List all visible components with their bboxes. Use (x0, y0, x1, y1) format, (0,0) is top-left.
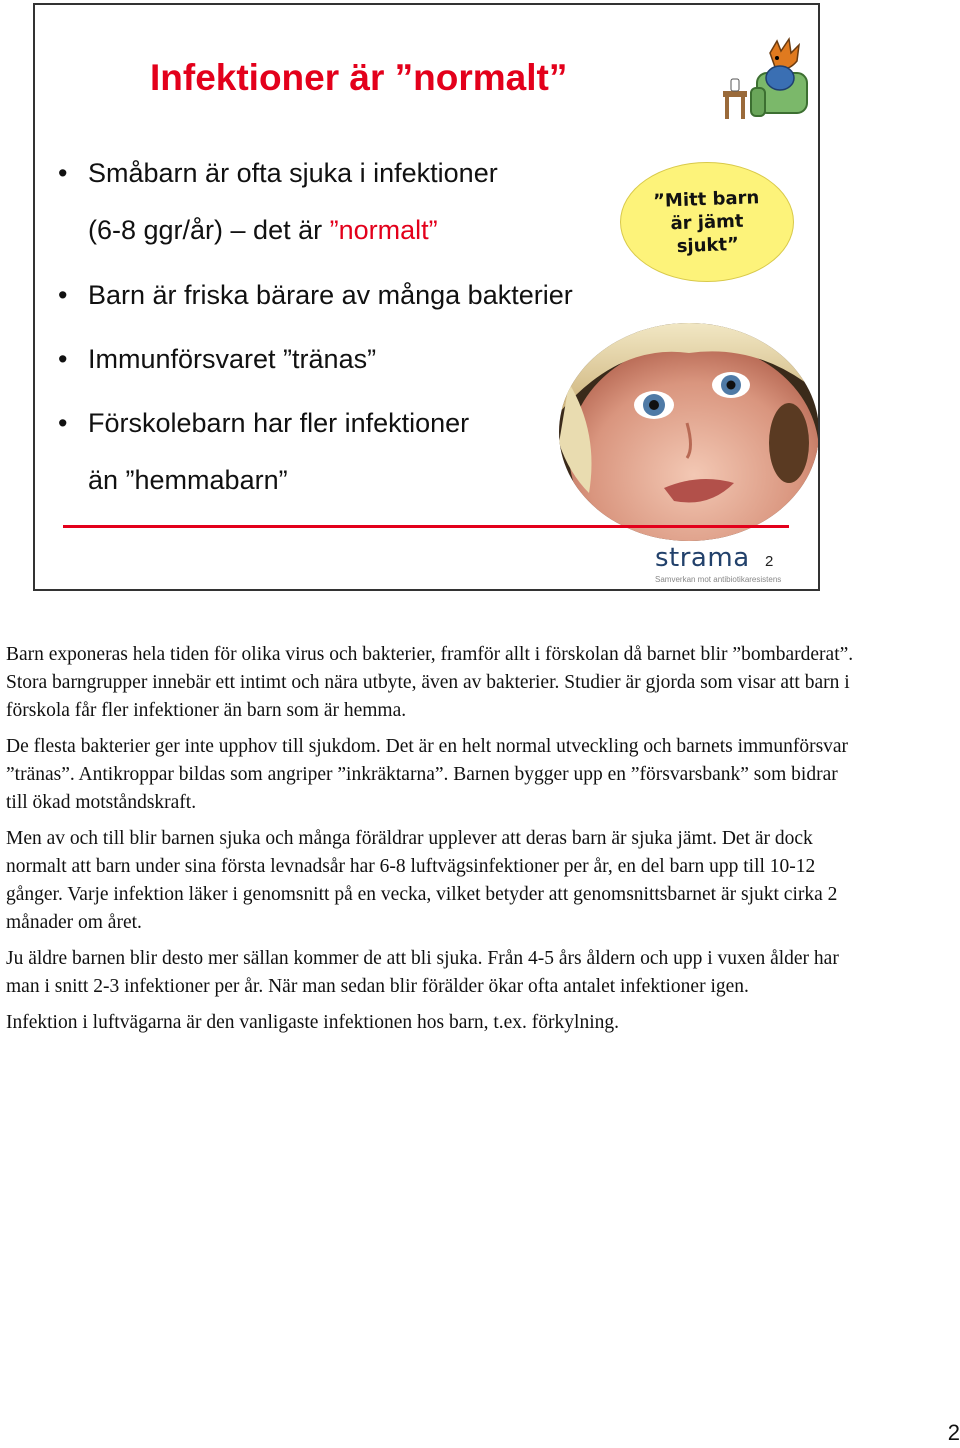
speech-bubble-text: ”Mitt barn är jämt sjukt” (652, 186, 760, 257)
strama-logo: strama (655, 543, 750, 573)
notes-paragraph: Barn exponeras hela tiden för olika virus och bakterier, framför allt i förskolan då barnet blir ”bombarderat”. Stora barngrupper innebär ett intimt och nära utbyte, även av bakterier. Studier är gjorda som visar att barn i förskola får fler infektioner än barn som är hemma. (6, 644, 854, 721)
speaker-notes (6, 641, 856, 1045)
slide-title: Infektioner är ”normalt” (150, 57, 568, 98)
bullet-dot-icon: • (58, 344, 68, 374)
bullet-dot-icon: • (58, 280, 68, 310)
bullet-text: Immunförsvaret ”tränas” (88, 344, 377, 374)
bullet-dot-icon: • (58, 158, 68, 188)
bullet-3 (58, 344, 377, 375)
bullet-text: Barn är friska bärare av många bakterier (88, 280, 573, 310)
bullet-dot-icon: • (58, 408, 68, 438)
speech-bubble (620, 162, 794, 282)
strama-logo-subtitle: Samverkan mot antibiotikaresistens (655, 575, 782, 584)
child-face-photo (559, 323, 819, 541)
bullet-4-line-1 (58, 408, 470, 439)
bullet-highlight: ”normalt” (329, 215, 438, 245)
presentation-slide (33, 3, 820, 591)
slide-number: 2 (765, 553, 774, 570)
footer-rule (63, 525, 789, 528)
bullet-text: Småbarn är ofta sjuka i infektioner (88, 158, 498, 188)
notes-paragraph: Ju äldre barnen blir desto mer sällan kommer de att bli sjuka. Från 4-5 års åldern och upp i vuxen ålder har man i snitt 2-3 infektioner per år. När man sedan blir förälder ökar ofta antalet infektioner igen. (6, 948, 839, 997)
bullet-4-line-2 (88, 465, 288, 496)
bullet-1-line-1 (58, 158, 498, 189)
bullet-text: Förskolebarn har fler infektioner (88, 408, 470, 438)
bullet-text: än ”hemmabarn” (88, 465, 288, 495)
bullet-1-line-2 (88, 215, 438, 246)
bullet-2 (58, 280, 573, 311)
page-number: 2 (947, 1420, 960, 1445)
notes-paragraph: Infektion i luftvägarna är den vanligaste infektionen hos barn, t.ex. förkylning. (6, 1012, 619, 1033)
notes-paragraph: Men av och till blir barnen sjuka och många föräldrar upplever att deras barn är sjuka jämt. Det är dock normalt att barn under sina första levnadsår har 6-8 luftvägsinfektioner per år, en del barn upp till 10-12 gånger. Varje infektion läker i genomsnitt på en vecka, vilket betyder att genomsnittsbarnet är sjukt cirka 2 månader om året. (6, 828, 838, 933)
notes-paragraph: De flesta bakterier ger inte upphov till sjukdom. Det är en helt normal utveckling och barnets immunförsvar ”tränas”. Antikroppar bildas som angriper ”inkräktarna”. Barnen bygger upp en ”försvarsbank” som bidrar till ökad motståndskraft. (6, 736, 849, 813)
bullet-text: (6-8 ggr/år) – det är (88, 215, 330, 245)
mascot-illustration (715, 33, 815, 123)
